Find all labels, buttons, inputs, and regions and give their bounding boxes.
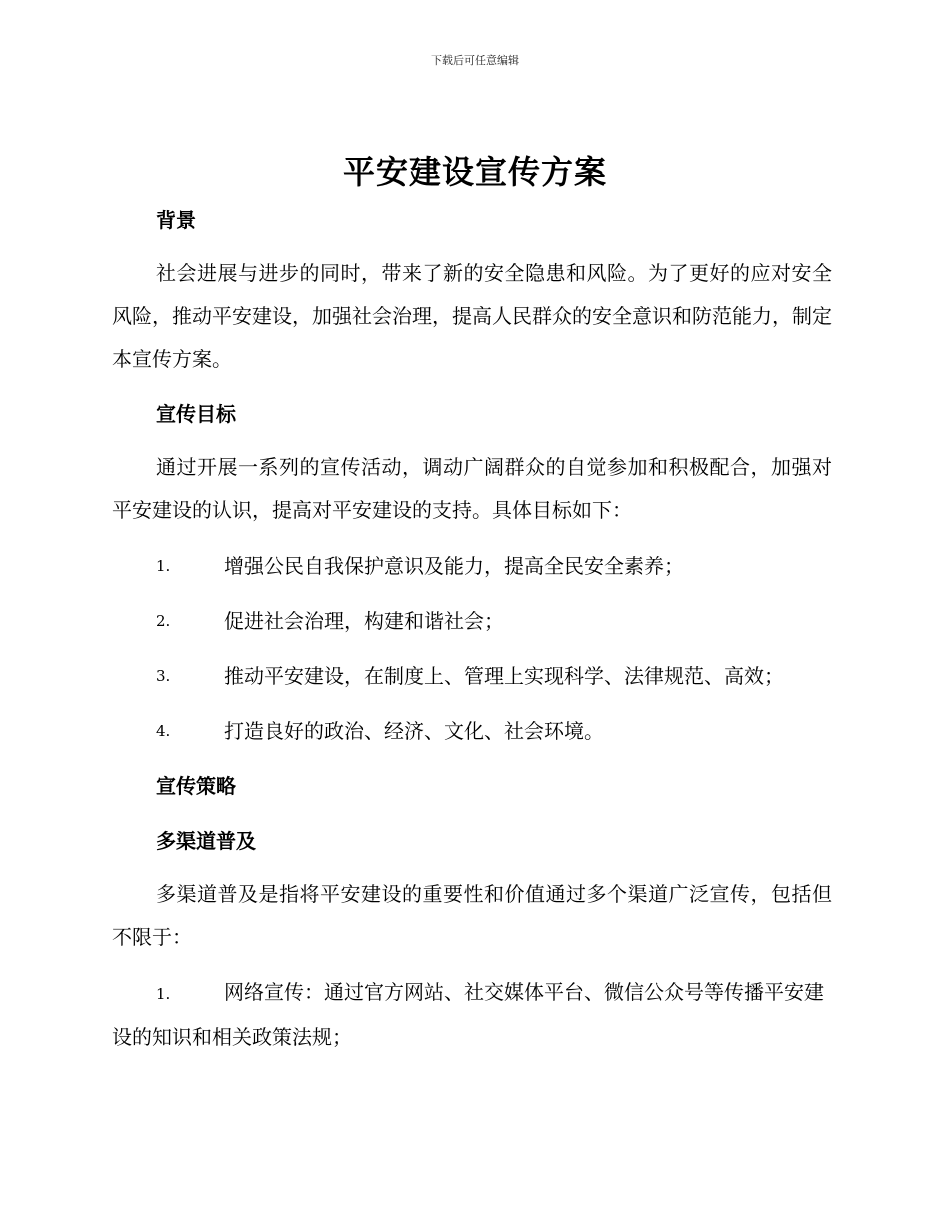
paragraph-background: 社会进展与进步的同时，带来了新的安全隐患和风险。为了更好的应对安全风险，推动平安建设，加强社会治理，提高人民群众的安全意识和防范能力，制定本宣传方案。 (112, 261, 832, 371)
document-title: 平安建设宣传方案 (342, 153, 607, 191)
list-item-number: 1. (156, 985, 171, 1003)
section-heading-strategy: 宣传策略 (156, 774, 236, 798)
list-item-number: 3. (156, 667, 171, 685)
list-item-text: 促进社会治理，构建和谐社会； (224, 609, 504, 633)
list-item-number: 1. (156, 557, 171, 575)
list-item-number: 4. (156, 722, 171, 740)
paragraph-multichannel: 多渠道普及是指将平安建设的重要性和价值通过多个渠道广泛宣传，包括但不限于： (112, 882, 832, 949)
list-item-number: 2. (156, 612, 171, 630)
list-item-text: 网络宣传：通过官方网站、社交媒体平台、微信公众号等传播平安建设的知识和相关政策法规； (112, 980, 824, 1049)
strategy-list-item (112, 971, 832, 1059)
sub-heading-multichannel: 多渠道普及 (156, 829, 256, 853)
list-item-text: 增强公民自我保护意识及能力，提高全民安全素养； (224, 554, 684, 578)
list-item-text: 推动平安建设，在制度上、管理上实现科学、法律规范、高效； (224, 664, 784, 688)
header-note: 下载后可任意编辑 (431, 54, 519, 67)
section-heading-goals: 宣传目标 (156, 402, 236, 426)
paragraph-goals: 通过开展一系列的宣传活动，调动广阔群众的自觉参加和积极配合，加强对平安建设的认识，提高对平安建设的支持。具体目标如下： (112, 455, 832, 522)
section-heading-background: 背景 (156, 208, 196, 232)
list-item-text: 打造良好的政治、经济、文化、社会环境。 (224, 719, 604, 743)
